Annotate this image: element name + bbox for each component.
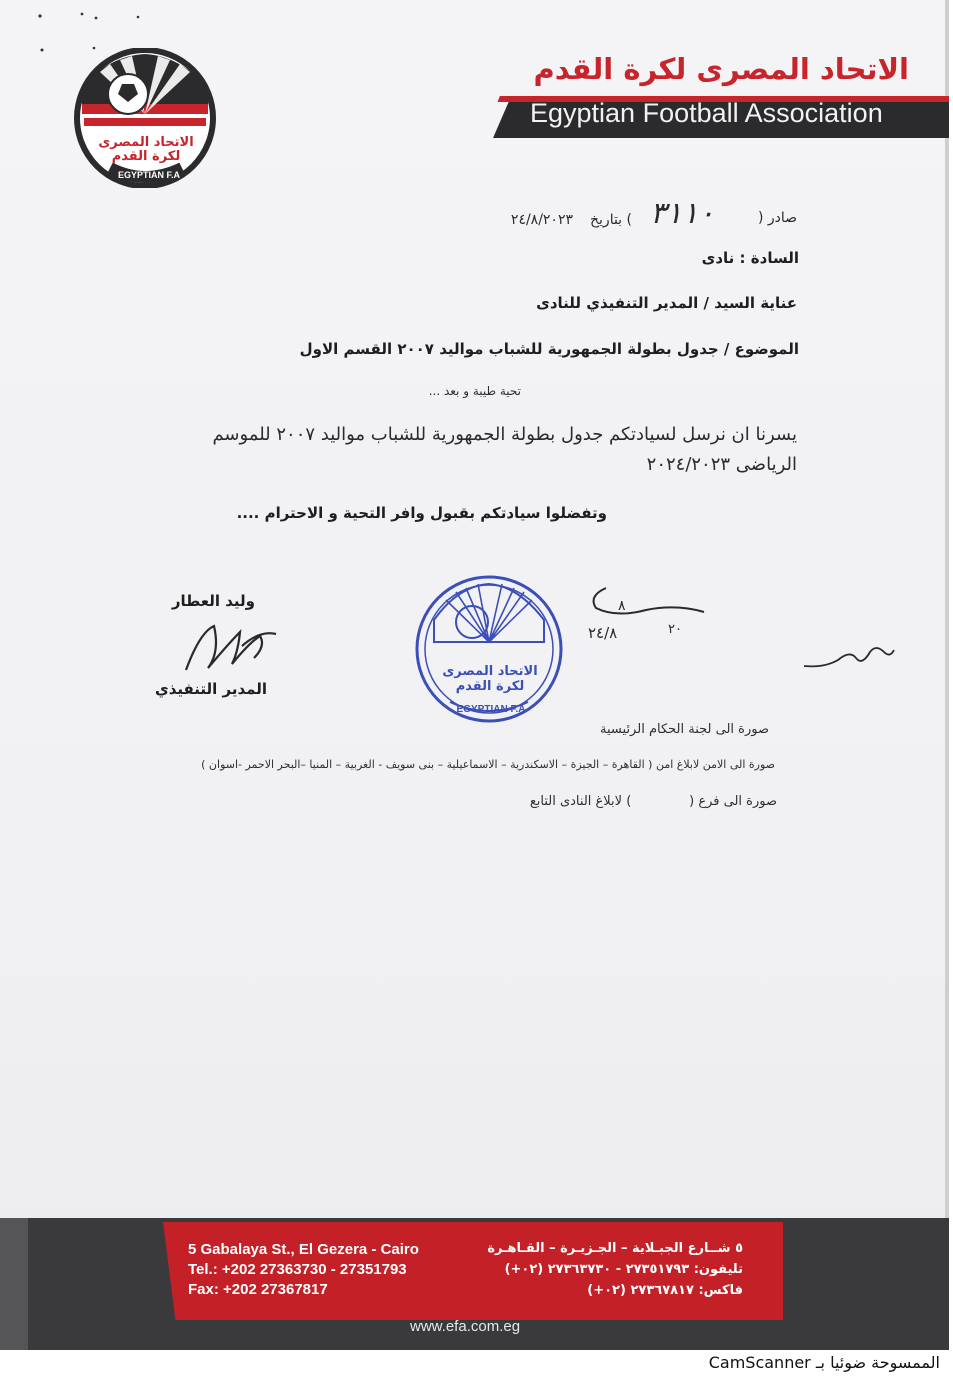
footer-tel-ar: تليفون: ٢٧٣٥١٧٩٣ - ٢٧٣٦٣٧٣٠ (٠٢+) bbox=[504, 1262, 743, 1277]
logo-arabic-text: الاتحاد المصرى لكرة القدم bbox=[98, 135, 194, 164]
footer-arabic-contact bbox=[487, 1238, 743, 1301]
date-label: ) بتاريخ bbox=[590, 212, 632, 228]
page-edge-shadow bbox=[945, 0, 949, 1350]
camscanner-watermark: الممسوحة ضوئيا بـ CamScanner bbox=[708, 1353, 940, 1372]
efa-logo bbox=[70, 48, 220, 188]
closing-line: وتفضلوا سيادتكم بقبول وافر التحية و الاحترام .... bbox=[236, 504, 607, 522]
attention-line: عناية السيد / المدير التنفيذي للنادى bbox=[536, 294, 797, 312]
copy-branch: صورة الى فرع ( ) لابلاغ النادى التابع bbox=[529, 794, 777, 809]
greeting-line: تحية طيبة و بعد ... bbox=[428, 384, 521, 398]
signatory-title: المدير التنفيذي bbox=[154, 680, 267, 698]
signatory-name: وليد العطار bbox=[171, 592, 255, 610]
footer-website[interactable]: www.efa.com.eg bbox=[410, 1318, 521, 1335]
footer-left-edge bbox=[0, 1218, 28, 1350]
handwritten-note-2: ٢٠ bbox=[668, 622, 682, 637]
footer-english-contact bbox=[188, 1240, 419, 1300]
handwritten-scribble bbox=[586, 582, 710, 622]
handwritten-note-1: ٨ bbox=[618, 598, 626, 614]
stamp-english-text: EGYPTIAN F.A bbox=[456, 704, 526, 715]
signatory-signature bbox=[180, 612, 280, 676]
issued-label: صادر ( bbox=[757, 210, 797, 226]
stamp-arabic-text: الاتحاد المصرى لكرة القدم bbox=[442, 664, 538, 694]
reference-number-handwritten: ٣١١٠ bbox=[650, 196, 715, 231]
footer-fax-en: Fax: +202 27367817 bbox=[188, 1281, 328, 1298]
handwritten-initials bbox=[800, 638, 896, 672]
header-arabic-title: الاتحاد المصرى لكرة القدم bbox=[533, 52, 909, 86]
copy-referees: صورة الى لجنة الحكام الرئيسية bbox=[600, 722, 769, 737]
header-english-title: Egyptian Football Association bbox=[530, 98, 883, 128]
footer-fax-ar: فاكس: ٢٧٣٦٧٨١٧ (٠٢+) bbox=[587, 1283, 743, 1298]
handwritten-note-3: ٢٤/٨ bbox=[588, 624, 618, 642]
body-line-2: الرياضى ٢٠٢٤/٢٠٢٣ bbox=[646, 454, 797, 475]
logo-english-text: EGYPTIAN F.A bbox=[117, 170, 180, 180]
body-line-1: يسرنا ان نرسل لسيادتكم جدول بطولة الجمهورية للشباب مواليد ٢٠٠٧ للموسم bbox=[212, 424, 797, 445]
footer-tel-en: Tel.: +202 27363730 - 27351793 bbox=[188, 1261, 407, 1278]
footer-address-ar: ٥ شــارع الجبـلاية – الجـزيـرة – القـاهـرة bbox=[487, 1241, 743, 1256]
date-value: ٢٤/٨/٢٠٢٣ bbox=[510, 212, 573, 228]
footer-address-en: 5 Gabalaya St., El Gezera - Cairo bbox=[188, 1241, 419, 1258]
copy-security: صورة الى الامن لابلاغ امن ( القاهرة – الجيزة – الاسكندرية – الاسماعيلية – بنى سويف - الغربية – المنيا –البحر الاحمر -اسوان ) bbox=[201, 758, 775, 771]
recipient-line: السادة : نادى bbox=[701, 249, 799, 267]
subject-line: الموضوع / جدول بطولة الجمهورية للشباب مواليد ٢٠٠٧ القسم الاول bbox=[299, 340, 799, 358]
